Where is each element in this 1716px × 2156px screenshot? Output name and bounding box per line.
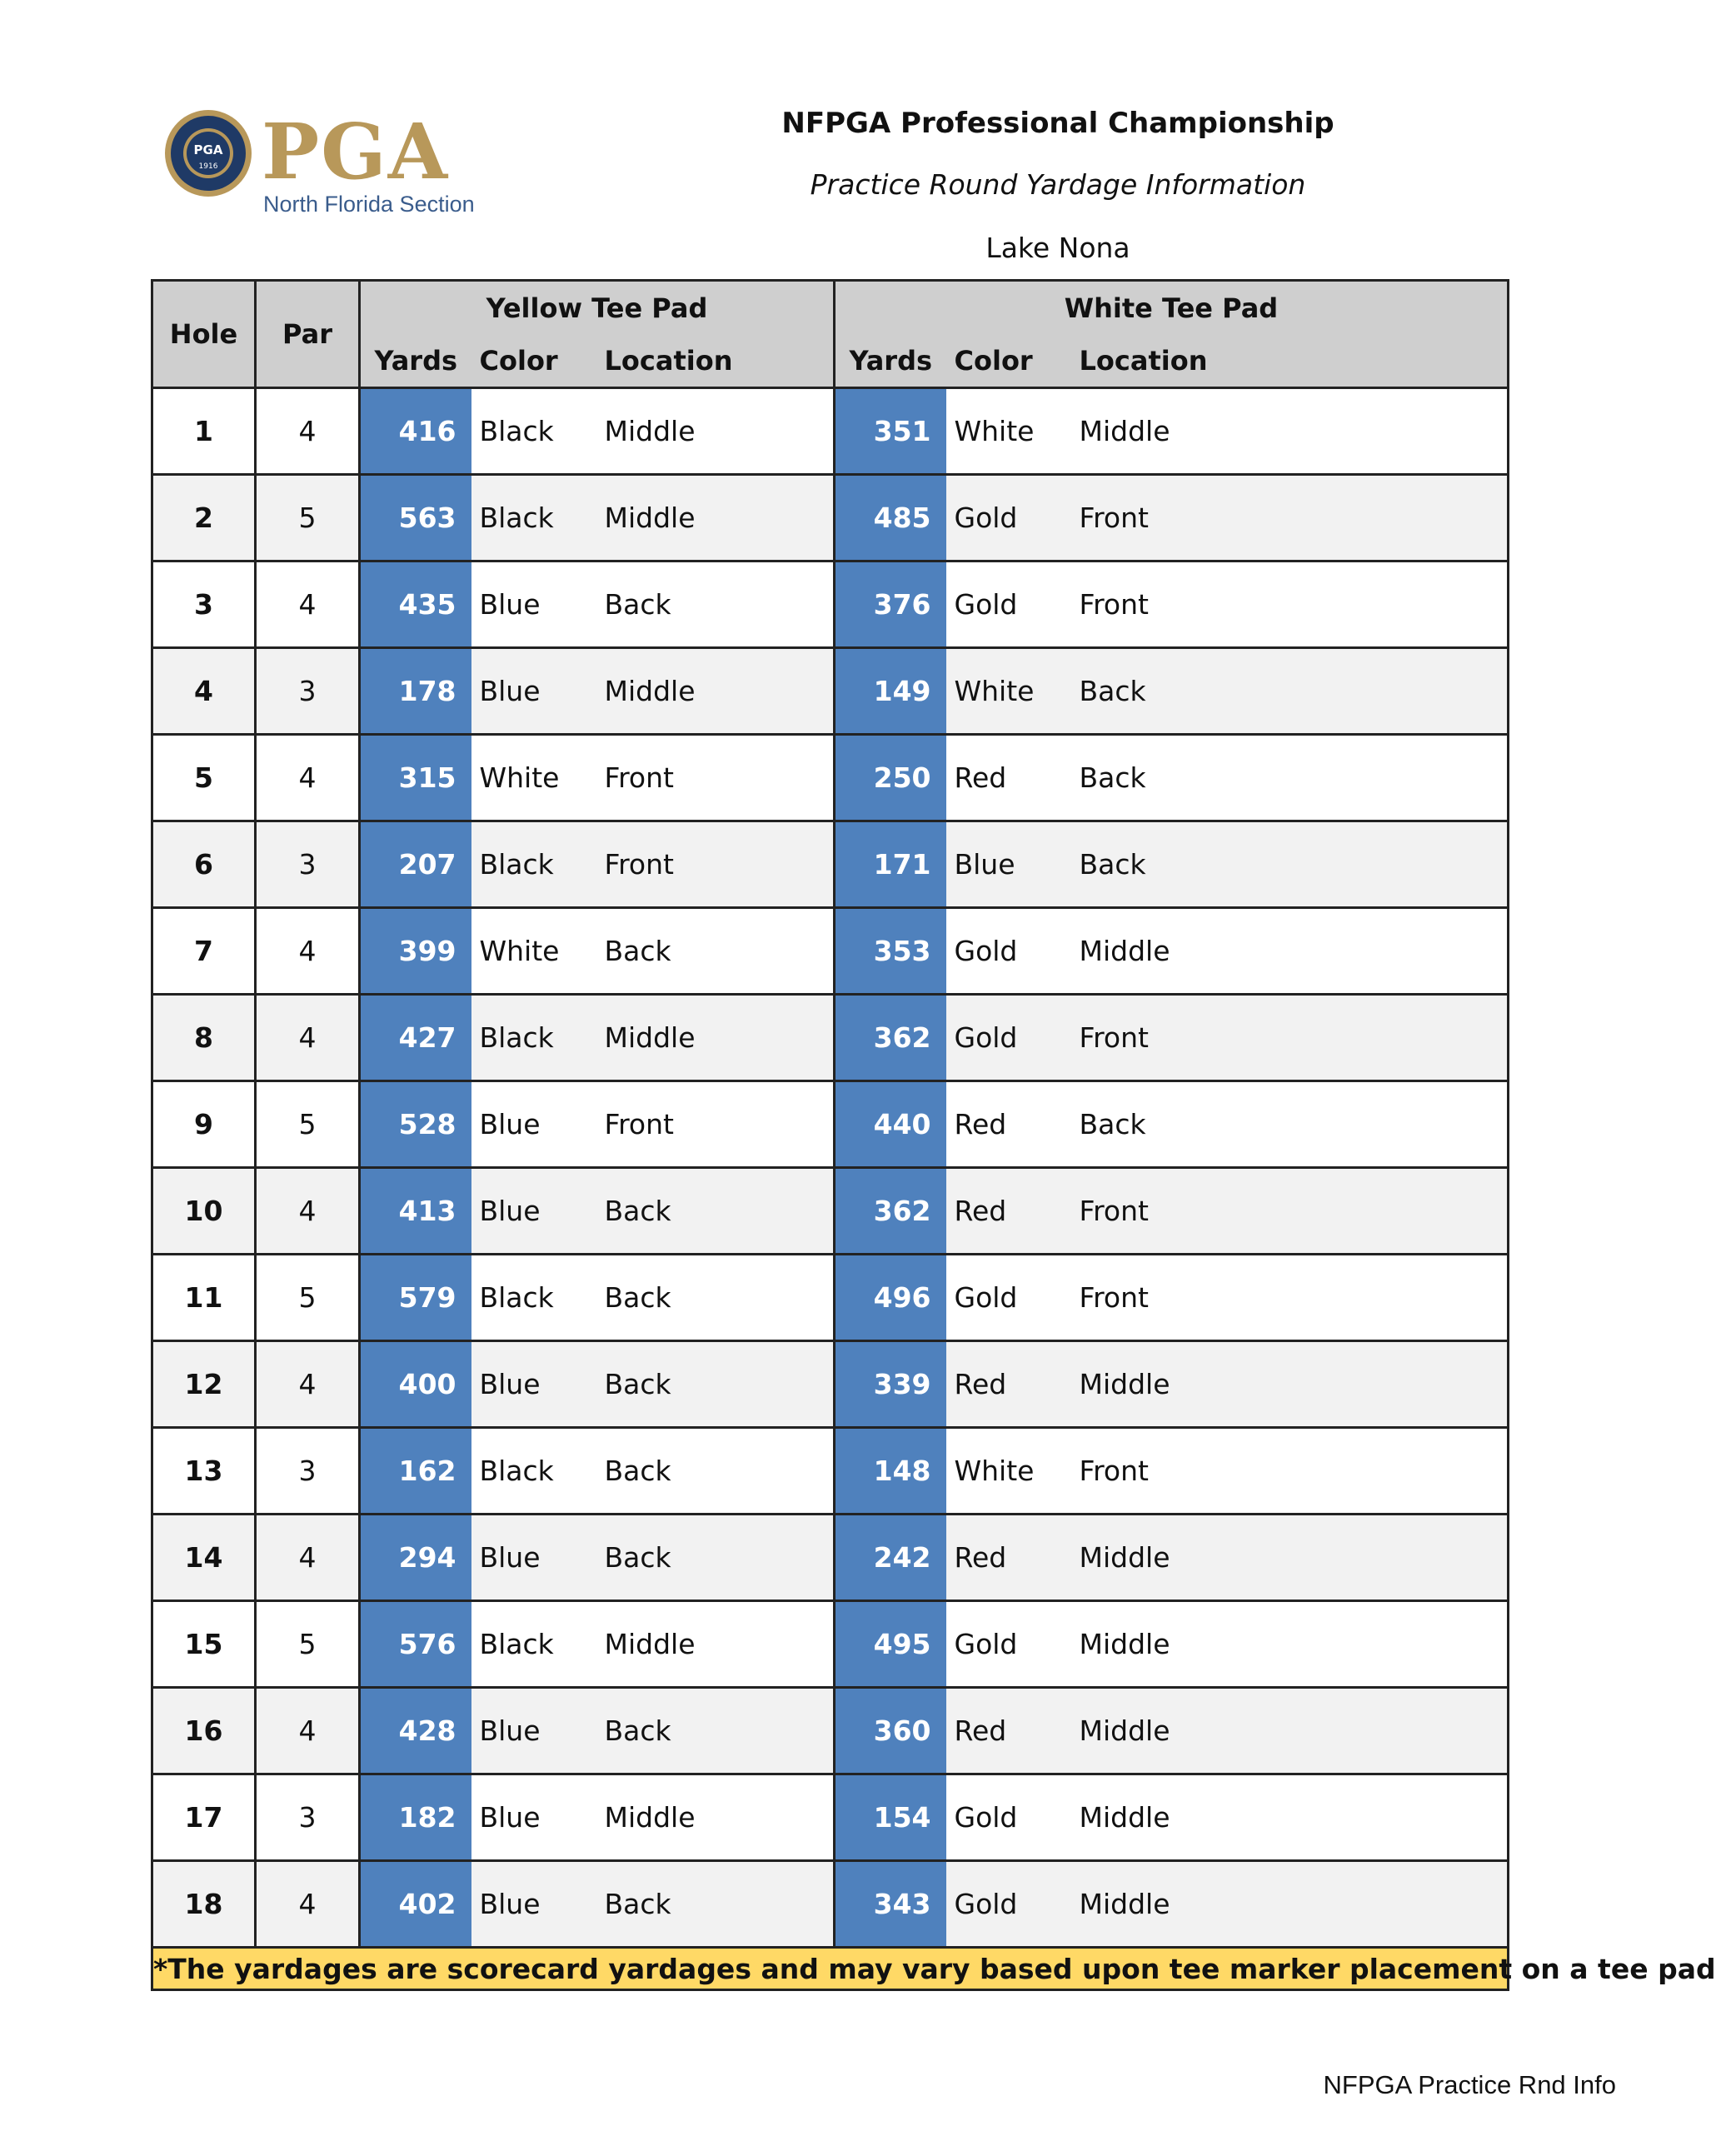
yellow-yards-cell: 294 xyxy=(360,1515,471,1601)
white-yards-cell: 440 xyxy=(835,1081,946,1168)
white-location-cell: Middle xyxy=(1080,388,1509,475)
par-cell: 4 xyxy=(256,735,360,821)
hole-cell: 6 xyxy=(152,821,256,908)
yellow-color-cell: Blue xyxy=(471,1688,605,1774)
yellow-location-cell: Back xyxy=(605,1341,835,1428)
table-row xyxy=(152,908,1509,995)
col-par-header: Par xyxy=(256,281,360,388)
par-cell: 4 xyxy=(256,908,360,995)
hole-cell: 9 xyxy=(152,1081,256,1168)
col-hole-header: Hole xyxy=(152,281,256,388)
white-yards-cell: 250 xyxy=(835,735,946,821)
page-title: NFPGA Professional Championship xyxy=(781,107,1334,140)
table-row xyxy=(152,1861,1509,1948)
par-cell: 3 xyxy=(256,821,360,908)
table-row xyxy=(152,1515,1509,1601)
white-location-header: Location xyxy=(1080,334,1509,388)
footnote: *The yardages are scorecard yardages and may vary based upon tee marker placement on a tee pad xyxy=(152,1948,1509,1990)
pga-seal-icon xyxy=(163,108,253,198)
yellow-location-cell: Back xyxy=(605,1688,835,1774)
yellow-location-cell: Middle xyxy=(605,648,835,735)
white-yards-cell: 376 xyxy=(835,561,946,648)
white-location-cell: Front xyxy=(1080,1428,1509,1515)
white-yards-cell: 495 xyxy=(835,1601,946,1688)
par-cell: 5 xyxy=(256,475,360,561)
hole-cell: 8 xyxy=(152,995,256,1081)
white-location-cell: Back xyxy=(1080,1081,1509,1168)
white-location-cell: Back xyxy=(1080,735,1509,821)
white-color-cell: Gold xyxy=(946,1255,1080,1341)
yellow-yards-cell: 182 xyxy=(360,1774,471,1861)
table-row xyxy=(152,1341,1509,1428)
table-row xyxy=(152,388,1509,475)
white-color-cell: White xyxy=(946,1428,1080,1515)
table-row xyxy=(152,1255,1509,1341)
yellow-color-cell: Blue xyxy=(471,1774,605,1861)
white-color-cell: Gold xyxy=(946,995,1080,1081)
yellow-location-cell: Front xyxy=(605,1081,835,1168)
white-location-cell: Back xyxy=(1080,648,1509,735)
white-yards-cell: 339 xyxy=(835,1341,946,1428)
yellow-color-cell: Blue xyxy=(471,1168,605,1255)
par-cell: 4 xyxy=(256,1861,360,1948)
white-yards-cell: 171 xyxy=(835,821,946,908)
yellow-yards-cell: 413 xyxy=(360,1168,471,1255)
logo-section-name: North Florida Section xyxy=(263,192,475,217)
white-color-cell: Red xyxy=(946,1168,1080,1255)
table-row xyxy=(152,735,1509,821)
white-color-cell: Red xyxy=(946,1515,1080,1601)
par-cell: 5 xyxy=(256,1081,360,1168)
white-yards-cell: 148 xyxy=(835,1428,946,1515)
yellow-yards-cell: 207 xyxy=(360,821,471,908)
seal-year: 1916 xyxy=(198,162,218,171)
table-row xyxy=(152,1688,1509,1774)
white-location-cell: Front xyxy=(1080,1168,1509,1255)
yellow-location-cell: Back xyxy=(605,1168,835,1255)
yellow-yards-cell: 178 xyxy=(360,648,471,735)
hole-cell: 15 xyxy=(152,1601,256,1688)
white-yards-cell: 485 xyxy=(835,475,946,561)
hole-cell: 5 xyxy=(152,735,256,821)
yellow-color-cell: Blue xyxy=(471,561,605,648)
white-color-header: Color xyxy=(946,334,1080,388)
yellow-color-cell: Blue xyxy=(471,1861,605,1948)
table-row xyxy=(152,995,1509,1081)
white-location-cell: Front xyxy=(1080,561,1509,648)
yardage-table xyxy=(151,279,1716,1991)
hole-cell: 18 xyxy=(152,1861,256,1948)
yellow-yards-header: Yards xyxy=(360,334,471,388)
white-yards-cell: 360 xyxy=(835,1688,946,1774)
hole-cell: 1 xyxy=(152,388,256,475)
yellow-color-cell: Blue xyxy=(471,648,605,735)
yellow-color-cell: Black xyxy=(471,1255,605,1341)
hole-cell: 14 xyxy=(152,1515,256,1601)
hole-cell: 13 xyxy=(152,1428,256,1515)
yellow-yards-cell: 416 xyxy=(360,388,471,475)
white-color-cell: Gold xyxy=(946,561,1080,648)
yellow-color-cell: Blue xyxy=(471,1515,605,1601)
white-yards-cell: 154 xyxy=(835,1774,946,1861)
white-tee-header: White Tee Pad xyxy=(835,281,1509,335)
yellow-location-cell: Middle xyxy=(605,388,835,475)
yellow-yards-cell: 576 xyxy=(360,1601,471,1688)
yellow-color-cell: Black xyxy=(471,1601,605,1688)
white-color-cell: White xyxy=(946,388,1080,475)
hole-cell: 17 xyxy=(152,1774,256,1861)
hole-cell: 4 xyxy=(152,648,256,735)
white-color-cell: Blue xyxy=(946,821,1080,908)
white-yards-cell: 351 xyxy=(835,388,946,475)
white-location-cell: Middle xyxy=(1080,908,1509,995)
yellow-color-cell: Blue xyxy=(471,1341,605,1428)
white-color-cell: Gold xyxy=(946,908,1080,995)
hole-cell: 11 xyxy=(152,1255,256,1341)
table-row xyxy=(152,821,1509,908)
yellow-location-cell: Middle xyxy=(605,475,835,561)
white-yards-cell: 343 xyxy=(835,1861,946,1948)
yellow-yards-cell: 402 xyxy=(360,1861,471,1948)
white-location-cell: Middle xyxy=(1080,1601,1509,1688)
yellow-yards-cell: 435 xyxy=(360,561,471,648)
white-yards-cell: 362 xyxy=(835,1168,946,1255)
yellow-location-cell: Front xyxy=(605,735,835,821)
white-location-cell: Middle xyxy=(1080,1341,1509,1428)
pga-logo xyxy=(163,108,513,225)
par-cell: 3 xyxy=(256,648,360,735)
logo-wordmark: PGA xyxy=(262,107,450,197)
white-location-cell: Middle xyxy=(1080,1515,1509,1601)
white-yards-cell: 149 xyxy=(835,648,946,735)
white-location-cell: Middle xyxy=(1080,1774,1509,1861)
white-yards-cell: 362 xyxy=(835,995,946,1081)
yellow-location-cell: Middle xyxy=(605,1601,835,1688)
white-location-cell: Front xyxy=(1080,995,1509,1081)
yellow-yards-cell: 162 xyxy=(360,1428,471,1515)
yellow-yards-cell: 528 xyxy=(360,1081,471,1168)
yellow-color-cell: Black xyxy=(471,1428,605,1515)
page-subtitle: Practice Round Yardage Information xyxy=(810,168,1306,201)
yellow-location-cell: Back xyxy=(605,1428,835,1515)
hole-cell: 7 xyxy=(152,908,256,995)
white-color-cell: White xyxy=(946,648,1080,735)
hole-cell: 12 xyxy=(152,1341,256,1428)
white-color-cell: Red xyxy=(946,735,1080,821)
white-location-cell: Back xyxy=(1080,821,1509,908)
table-row xyxy=(152,561,1509,648)
yellow-yards-cell: 399 xyxy=(360,908,471,995)
yellow-location-header: Location xyxy=(605,334,835,388)
white-location-cell: Middle xyxy=(1080,1688,1509,1774)
yellow-color-cell: Black xyxy=(471,475,605,561)
table-row xyxy=(152,1168,1509,1255)
white-color-cell: Gold xyxy=(946,1774,1080,1861)
yellow-location-cell: Back xyxy=(605,1861,835,1948)
par-cell: 5 xyxy=(256,1601,360,1688)
yellow-color-header: Color xyxy=(471,334,605,388)
table-row xyxy=(152,1428,1509,1515)
table-row xyxy=(152,648,1509,735)
yellow-color-cell: Blue xyxy=(471,1081,605,1168)
par-cell: 3 xyxy=(256,1428,360,1515)
yellow-location-cell: Front xyxy=(605,821,835,908)
par-cell: 4 xyxy=(256,1515,360,1601)
table-row xyxy=(152,1081,1509,1168)
table-row xyxy=(152,475,1509,561)
par-cell: 4 xyxy=(256,1341,360,1428)
yellow-yards-cell: 427 xyxy=(360,995,471,1081)
hole-cell: 16 xyxy=(152,1688,256,1774)
white-location-cell: Front xyxy=(1080,475,1509,561)
yellow-location-cell: Back xyxy=(605,1515,835,1601)
yellow-location-cell: Back xyxy=(605,561,835,648)
yellow-yards-cell: 400 xyxy=(360,1341,471,1428)
par-cell: 4 xyxy=(256,388,360,475)
table-row xyxy=(152,1601,1509,1688)
hole-cell: 3 xyxy=(152,561,256,648)
yellow-color-cell: White xyxy=(471,735,605,821)
hole-cell: 10 xyxy=(152,1168,256,1255)
yellow-location-cell: Middle xyxy=(605,1774,835,1861)
yellow-location-cell: Middle xyxy=(605,995,835,1081)
white-yards-header: Yards xyxy=(835,334,946,388)
par-cell: 4 xyxy=(256,561,360,648)
yellow-color-cell: White xyxy=(471,908,605,995)
par-cell: 4 xyxy=(256,995,360,1081)
yellow-color-cell: Black xyxy=(471,821,605,908)
white-color-cell: Red xyxy=(946,1341,1080,1428)
white-color-cell: Red xyxy=(946,1688,1080,1774)
par-cell: 3 xyxy=(256,1774,360,1861)
white-yards-cell: 496 xyxy=(835,1255,946,1341)
table-row xyxy=(152,1774,1509,1861)
yellow-yards-cell: 315 xyxy=(360,735,471,821)
yellow-color-cell: Black xyxy=(471,388,605,475)
seal-text: PGA xyxy=(193,142,223,157)
white-color-cell: Gold xyxy=(946,1601,1080,1688)
yellow-color-cell: Black xyxy=(471,995,605,1081)
yellow-yards-cell: 428 xyxy=(360,1688,471,1774)
par-cell: 5 xyxy=(256,1255,360,1341)
white-location-cell: Front xyxy=(1080,1255,1509,1341)
yellow-tee-header: Yellow Tee Pad xyxy=(360,281,835,335)
white-color-cell: Gold xyxy=(946,475,1080,561)
par-cell: 4 xyxy=(256,1168,360,1255)
yellow-yards-cell: 579 xyxy=(360,1255,471,1341)
hole-cell: 2 xyxy=(152,475,256,561)
white-location-cell: Middle xyxy=(1080,1861,1509,1948)
white-yards-cell: 353 xyxy=(835,908,946,995)
white-color-cell: Gold xyxy=(946,1861,1080,1948)
page-footer: NFPGA Practice Rnd Info xyxy=(1323,2070,1616,2099)
white-color-cell: Red xyxy=(946,1081,1080,1168)
course-name: Lake Nona xyxy=(985,232,1130,264)
yellow-location-cell: Back xyxy=(605,1255,835,1341)
yellow-yards-cell: 563 xyxy=(360,475,471,561)
yellow-location-cell: Back xyxy=(605,908,835,995)
par-cell: 4 xyxy=(256,1688,360,1774)
white-yards-cell: 242 xyxy=(835,1515,946,1601)
